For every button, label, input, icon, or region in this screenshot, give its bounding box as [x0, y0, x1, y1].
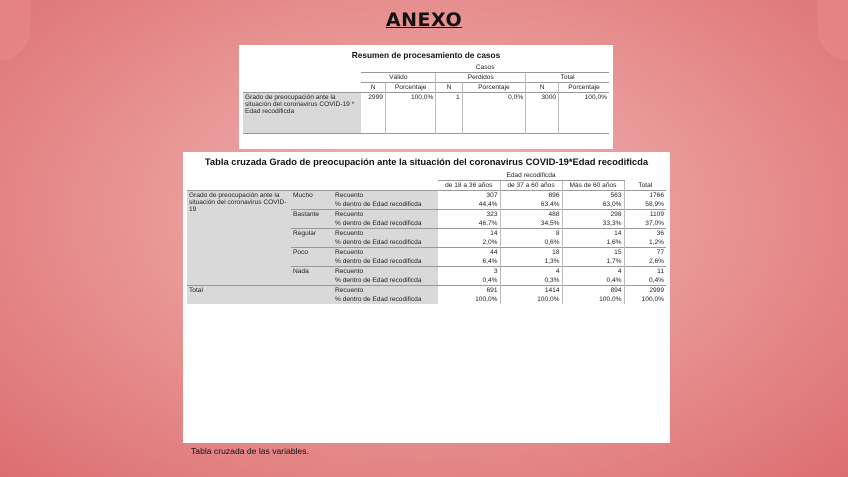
count-cell: 15 — [562, 248, 624, 258]
percent-cell: 1,3% — [500, 257, 562, 267]
summary-value: 100,0% — [385, 93, 435, 134]
count-cell: 77 — [624, 248, 666, 258]
casos-header: Casos — [475, 64, 495, 71]
stat-label-percent: % dentro de Edad recodificda — [333, 219, 438, 229]
subheader: N — [436, 83, 462, 93]
total-count-cell: 1414 — [500, 286, 562, 296]
col-header: de 37 a 60 años — [500, 181, 562, 191]
percent-cell: 6,4% — [482, 258, 498, 265]
percent-cell: 37,0% — [624, 219, 666, 229]
summary-value: 1 — [436, 93, 462, 134]
total-percent-cell: 100,0% — [475, 296, 498, 303]
total-header: Total — [526, 73, 609, 83]
stat-label-percent: % dentro de Edad recodificda — [333, 295, 438, 304]
total-label: Total — [187, 286, 333, 305]
total-count-cell: 894 — [562, 286, 624, 296]
total-percent-cell: 100,0% — [500, 295, 562, 304]
table-row — [187, 191, 666, 201]
count-cell: 36 — [624, 229, 666, 239]
percent-cell: 0,4% — [624, 276, 666, 286]
subheader: N — [526, 83, 559, 93]
percent-cell: 0,4% — [562, 276, 624, 286]
count-cell: 563 — [562, 191, 624, 201]
count-cell: 14 — [490, 230, 498, 237]
row-variable-label: Grado de preocupación ante la situación del coronavirus COVID-19 — [187, 191, 291, 286]
count-cell: 14 — [562, 229, 624, 239]
count-cell: 896 — [500, 191, 562, 201]
stat-label-count: Recuento — [333, 286, 438, 296]
case-summary-grid — [243, 63, 609, 134]
percent-cell: 44,4% — [478, 201, 498, 208]
stat-label-count: Recuento — [333, 248, 438, 258]
total-count-cell: 2999 — [624, 286, 666, 296]
stat-label-percent: % dentro de Edad recodificda — [333, 200, 438, 210]
col-group-header: Edad recodificda — [506, 172, 556, 179]
percent-cell: 58,9% — [624, 200, 666, 210]
summary-value: 0,0% — [462, 93, 526, 134]
category-label: Regular — [291, 229, 333, 248]
crosstab-grid — [187, 171, 666, 304]
percent-cell: 2,6% — [624, 257, 666, 267]
valid-header: Válido — [361, 73, 436, 83]
col-header-total: Total — [624, 181, 666, 191]
subheader: Porcentaje — [559, 83, 609, 93]
percent-cell: 0,6% — [500, 238, 562, 248]
count-cell: 1766 — [624, 191, 666, 201]
percent-cell: 34,5% — [500, 219, 562, 229]
stat-label-count: Recuento — [333, 191, 438, 201]
subheader: Porcentaje — [462, 83, 526, 93]
crosstab-title: Tabla cruzada Grado de preocupación ante la situación del coronavirus COVID-19*Edad recodificda — [204, 156, 649, 167]
count-cell: 4 — [562, 267, 624, 277]
stat-label-percent: % dentro de Edad recodificda — [333, 276, 438, 286]
total-row — [187, 286, 666, 296]
count-cell: 488 — [500, 210, 562, 220]
percent-cell: 63,0% — [562, 200, 624, 210]
category-label: Bastante — [291, 210, 333, 229]
count-cell: 298 — [562, 210, 624, 220]
subheader: Porcentaje — [385, 83, 435, 93]
crosstab-table — [183, 152, 670, 443]
case-summary-title: Resumen de procesamiento de casos — [351, 50, 501, 60]
summary-value: 3000 — [526, 93, 559, 134]
total-count-cell: 691 — [486, 287, 498, 294]
category-label: Poco — [291, 248, 333, 267]
summary-row-label: Grado de preocupación ante la situación del coronavirus COVID-19 * Edad recodificda — [243, 93, 361, 134]
case-summary-table — [239, 45, 613, 149]
percent-cell: 1,6% — [562, 238, 624, 248]
count-cell: 11 — [624, 267, 666, 277]
missing-header: Perdidos — [436, 73, 526, 83]
col-header: Más de 60 años — [562, 181, 624, 191]
count-cell: 323 — [486, 211, 498, 218]
summary-value: 2999 — [368, 94, 383, 101]
stat-label-count: Recuento — [333, 210, 438, 220]
percent-cell: 33,3% — [562, 219, 624, 229]
stat-label-percent: % dentro de Edad recodificda — [333, 257, 438, 267]
percent-cell: 1,7% — [562, 257, 624, 267]
total-percent-cell: 100,0% — [562, 295, 624, 304]
count-cell: 44 — [490, 249, 498, 256]
percent-cell: 2,0% — [482, 239, 498, 246]
category-label: Mucho — [291, 191, 333, 210]
count-cell: 3 — [493, 268, 498, 275]
percent-cell: 63,4% — [500, 200, 562, 210]
percent-cell: 0,4% — [482, 277, 498, 284]
count-cell: 8 — [500, 229, 562, 239]
stat-label-count: Recuento — [333, 267, 438, 277]
stat-label-count: Recuento — [333, 229, 438, 239]
page-title: ANEXO — [385, 9, 463, 31]
table-caption: Tabla cruzada de las variables. — [191, 446, 309, 456]
percent-cell: 0,3% — [500, 276, 562, 286]
count-cell: 1109 — [624, 210, 666, 220]
percent-cell: 46,7% — [478, 220, 498, 227]
count-cell: 4 — [500, 267, 562, 277]
count-cell: 18 — [500, 248, 562, 258]
stat-label-percent: % dentro de Edad recodificda — [333, 238, 438, 248]
percent-cell: 1,2% — [624, 238, 666, 248]
col-header: de 18 a 36 años — [438, 181, 500, 191]
summary-value: 100,0% — [559, 93, 609, 134]
count-cell: 307 — [486, 192, 498, 199]
total-percent-cell: 100,0% — [624, 295, 666, 304]
subheader: N — [361, 83, 385, 93]
category-label: Nada — [291, 267, 333, 286]
